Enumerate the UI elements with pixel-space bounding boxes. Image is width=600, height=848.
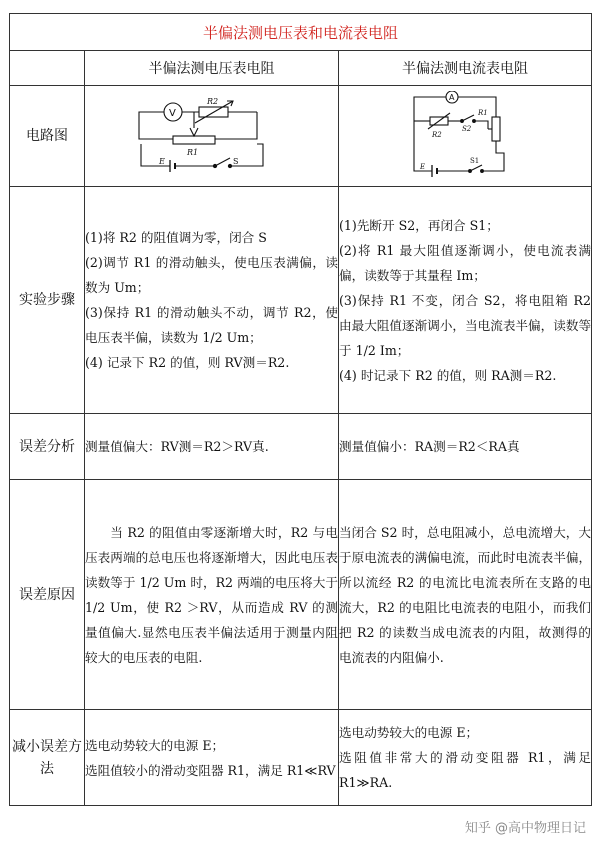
label-r2: R2 <box>206 97 218 106</box>
ammeter-error: 测量值偏小：RA测＝R2＜RA真 <box>339 414 592 480</box>
ammeter-label: A <box>449 93 455 102</box>
label-s: S <box>232 157 238 166</box>
label-s2: S2 <box>462 125 472 133</box>
label-e: E <box>158 157 165 166</box>
voltmeter-cause: 当 R2 的阻值由零逐渐增大时，R2 与电压表两端的总电压也将逐渐增大，因此电压表读数等于 1/2 Um 时，R2 两端的电压将大于 1/2 Um，使 R2 ＞RV，从而造成 RV 的测量值偏大.显然电压表半偏法适用于测量内阻较大的电压表的电阻. <box>85 480 339 710</box>
step-1: (1)先断开 S2，再闭合 S1； <box>339 217 499 233</box>
label-s1: S1 <box>470 157 480 165</box>
step-3: (3)保持 R1 的滑动触头不动，调节 R2，使电压表半偏，读数为 1/2 Um； <box>85 305 338 345</box>
step-2: (2)将 R1 最大阻值逐渐调小，使电流表满偏，读数等于其量程 Im； <box>339 242 592 283</box>
ammeter-reduce <box>339 710 592 806</box>
voltmeter-reduce <box>85 710 339 806</box>
label-r1: R1 <box>478 109 488 117</box>
row-label-reduce: 减小误差方法 <box>10 710 85 806</box>
step-2: (2)调节 R1 的滑动触头，使电压表满偏，读数为 Um； <box>85 255 338 295</box>
header-voltmeter: 半偏法测电压表电阻 <box>85 51 339 86</box>
r1-rheostat <box>492 117 500 141</box>
voltmeter-label: V <box>168 108 176 119</box>
ammeter-circuit-diagram <box>410 91 520 181</box>
comparison-table <box>9 13 592 806</box>
voltmeter-steps <box>85 187 339 414</box>
label-r2: R2 <box>432 131 442 139</box>
corner-cell <box>10 51 85 86</box>
voltmeter-circuit-diagram <box>137 92 287 180</box>
reduce-item: 选电动势较大的电源 E； <box>85 737 225 753</box>
ammeter-cause: 当闭合 S2 时，总电阻减小，总电流增大，大于原电流表的满偏电流，而此时电流表半偏，所以流经 R2 的电流比电流表所在支路的电流大，R2 的电阻比电流表的电阻小，而我们把 R2 的读数当成电流表的内阻，故测得的电流表的内阻偏小. <box>339 480 592 710</box>
reduce-item: 选阻值较小的滑动变阻器 R1，满足 R1≪RV <box>85 762 336 778</box>
header-ammeter: 半偏法测电流表电阻 <box>339 51 592 86</box>
ammeter-circuit-cell <box>339 86 592 187</box>
reduce-item: 选电动势较大的电源 E； <box>339 725 479 740</box>
row-label-steps: 实验步骤 <box>10 187 85 414</box>
ammeter-steps <box>339 187 592 414</box>
row-label-circuit: 电路图 <box>10 86 85 187</box>
label-r1: R1 <box>186 148 198 157</box>
voltmeter-circuit-cell <box>85 86 339 187</box>
row-label-cause: 误差原因 <box>10 480 85 710</box>
step-4: (4) 时记录下 R2 的值，则 RA测＝R2. <box>339 367 557 383</box>
label-e: E <box>420 163 426 171</box>
step-3: (3)保持 R1 不变，闭合 S2，将电阻箱 R2 由最大阻值逐渐调小，当电流表半偏，读数等于 1/2 Im； <box>339 292 592 358</box>
step-1: (1)将 R2 的阻值调为零，闭合 S <box>85 230 267 245</box>
step-4: (4) 记录下 R2 的值，则 RV测＝R2. <box>85 355 290 370</box>
reduce-item: 选阻值非常大的滑动变阻器 R1，满足 R1≫RA. <box>339 750 592 790</box>
row-label-error: 误差分析 <box>10 414 85 480</box>
voltmeter-error: 测量值偏大：RV测＝R2＞RV真. <box>85 414 339 480</box>
watermark: 知乎 @高中物理日记 <box>464 821 586 836</box>
table-title: 半偏法测电压表和电流表电阻 <box>10 14 592 51</box>
